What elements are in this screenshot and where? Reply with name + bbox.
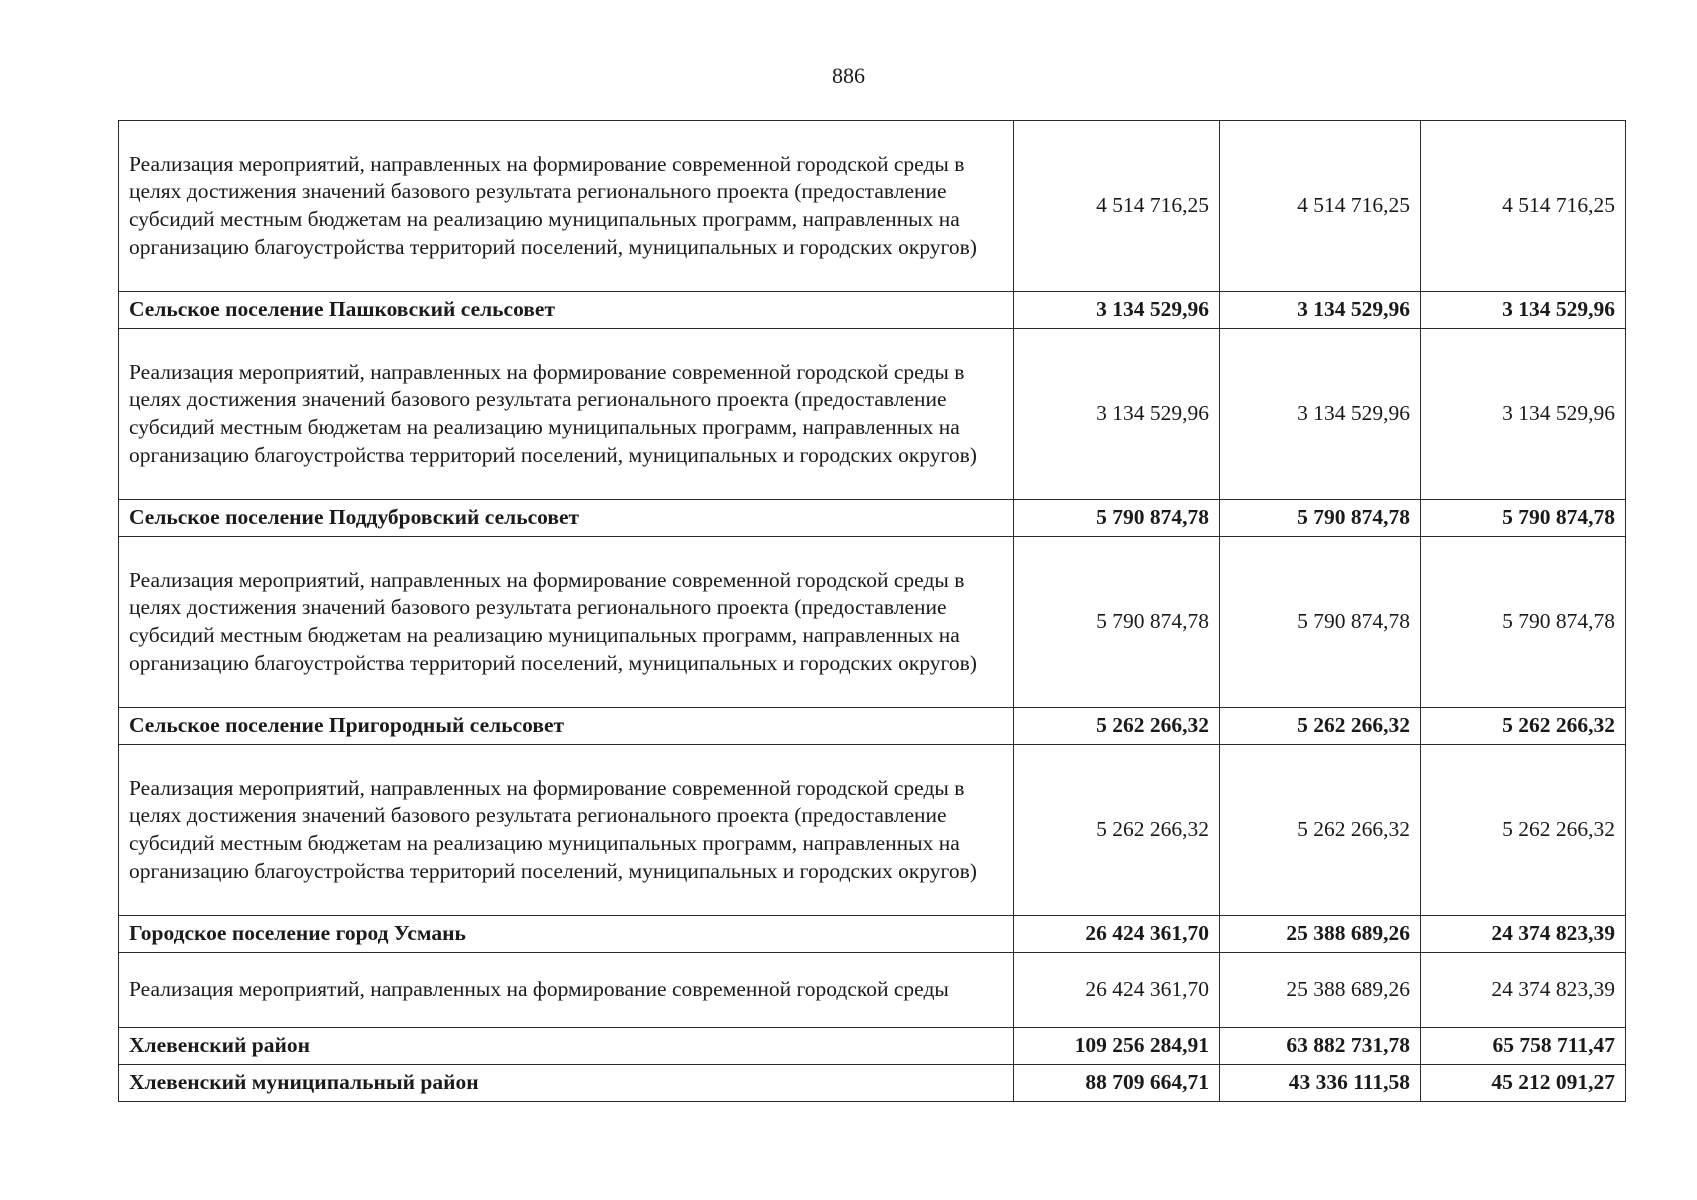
table-row (119, 1065, 1626, 1102)
amount-year-3: 24 374 823,39 (1421, 916, 1626, 953)
table-row (119, 708, 1626, 745)
amount-year-2: 3 134 529,96 (1220, 292, 1421, 329)
amount-year-2: 25 388 689,26 (1220, 953, 1421, 1028)
row-description: Реализация мероприятий, направленных на формирование современной городской среды в целях достижения значений базового результата регионального проекта (предоставление субсидий местным бюджетам на реализацию муниципальных программ, направленных на организацию благоустройства территорий поселений, муниципальных и городских округов) (119, 121, 1014, 292)
table-row (119, 745, 1626, 916)
table-row (119, 537, 1626, 708)
amount-year-2: 25 388 689,26 (1220, 916, 1421, 953)
amount-year-3: 3 134 529,96 (1421, 329, 1626, 500)
amount-year-1: 3 134 529,96 (1014, 329, 1220, 500)
amount-year-2: 43 336 111,58 (1220, 1065, 1421, 1102)
table-row (119, 1028, 1626, 1065)
row-description: Реализация мероприятий, направленных на формирование современной городской среды в целях достижения значений базового результата регионального проекта (предоставление субсидий местным бюджетам на реализацию муниципальных программ, направленных на организацию благоустройства территорий поселений, муниципальных и городских округов) (119, 329, 1014, 500)
table-row (119, 292, 1626, 329)
amount-year-2: 5 262 266,32 (1220, 745, 1421, 916)
amount-year-1: 3 134 529,96 (1014, 292, 1220, 329)
amount-year-1: 5 262 266,32 (1014, 745, 1220, 916)
amount-year-1: 5 262 266,32 (1014, 708, 1220, 745)
amount-year-2: 63 882 731,78 (1220, 1028, 1421, 1065)
row-description: Реализация мероприятий, направленных на формирование современной городской среды в целях достижения значений базового результата регионального проекта (предоставление субсидий местным бюджетам на реализацию муниципальных программ, направленных на организацию благоустройства территорий поселений, муниципальных и городских округов) (119, 745, 1014, 916)
amount-year-2: 3 134 529,96 (1220, 329, 1421, 500)
table-row (119, 916, 1626, 953)
amount-year-1: 26 424 361,70 (1014, 953, 1220, 1028)
amount-year-3: 45 212 091,27 (1421, 1065, 1626, 1102)
amount-year-3: 3 134 529,96 (1421, 292, 1626, 329)
amount-year-1: 26 424 361,70 (1014, 916, 1220, 953)
amount-year-2: 5 790 874,78 (1220, 537, 1421, 708)
row-description: Хлевенский район (119, 1028, 1014, 1065)
amount-year-3: 5 790 874,78 (1421, 537, 1626, 708)
amount-year-1: 4 514 716,25 (1014, 121, 1220, 292)
row-description: Сельское поселение Пригородный сельсовет (119, 708, 1014, 745)
row-description: Хлевенский муниципальный район (119, 1065, 1014, 1102)
amount-year-3: 5 790 874,78 (1421, 500, 1626, 537)
amount-year-1: 5 790 874,78 (1014, 537, 1220, 708)
table-row (119, 121, 1626, 292)
amount-year-3: 24 374 823,39 (1421, 953, 1626, 1028)
amount-year-2: 4 514 716,25 (1220, 121, 1421, 292)
amount-year-3: 4 514 716,25 (1421, 121, 1626, 292)
row-description: Реализация мероприятий, направленных на формирование современной городской среды в целях достижения значений базового результата регионального проекта (предоставление субсидий местным бюджетам на реализацию муниципальных программ, направленных на организацию благоустройства территорий поселений, муниципальных и городских округов) (119, 537, 1014, 708)
amount-year-2: 5 262 266,32 (1220, 708, 1421, 745)
amount-year-3: 5 262 266,32 (1421, 745, 1626, 916)
table-row (119, 329, 1626, 500)
amount-year-1: 109 256 284,91 (1014, 1028, 1220, 1065)
amount-year-3: 5 262 266,32 (1421, 708, 1626, 745)
amount-year-1: 5 790 874,78 (1014, 500, 1220, 537)
amount-year-2: 5 790 874,78 (1220, 500, 1421, 537)
page-number: 886 (832, 63, 865, 88)
budget-table (118, 120, 1626, 1102)
row-description: Сельское поселение Поддубровский сельсовет (119, 500, 1014, 537)
row-description: Реализация мероприятий, направленных на формирование современной городской среды (119, 953, 1014, 1028)
amount-year-1: 88 709 664,71 (1014, 1065, 1220, 1102)
table-row (119, 953, 1626, 1028)
row-description: Сельское поселение Пашковский сельсовет (119, 292, 1014, 329)
amount-year-3: 65 758 711,47 (1421, 1028, 1626, 1065)
row-description: Городское поселение город Усмань (119, 916, 1014, 953)
table-row (119, 500, 1626, 537)
